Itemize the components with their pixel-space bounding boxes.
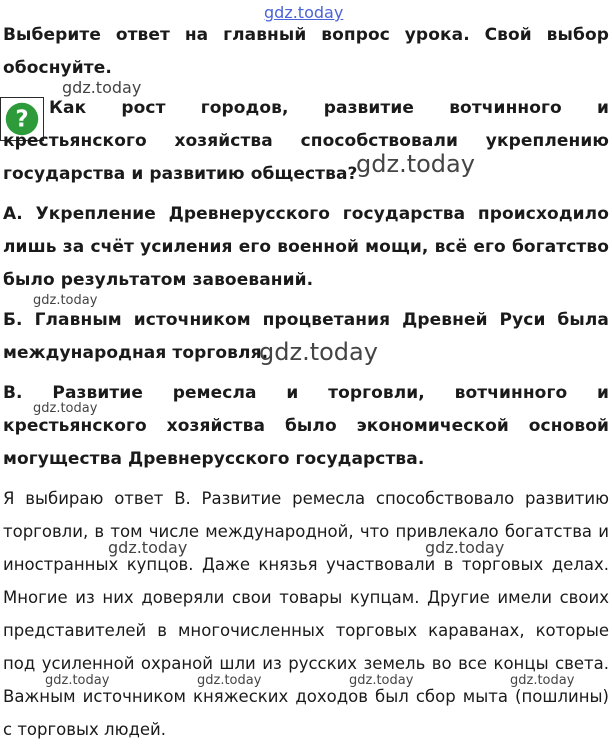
watermark: gdz.today <box>62 78 142 97</box>
option-b: Б. Главным источником процветания Древней Руси была международная торговля. <box>3 310 609 363</box>
answer-paragraph: Я выбираю ответ В. Развитие ремесла способствовало развитию торговли, в том числе международной, что привлекало богатства и иностранных купцов. Даже князья участвовали в торговых делах. Многие из них доверяли свои товары купцам. Другие имели своих представителей в многочисленных торговых караванах, которые под усиленной охраной шли из русских земель во все концы света. Важным источником княжеских доходов был сбор мыта (пошлины) с торговых людей. <box>3 489 609 739</box>
option-a: А. Укрепление Древнерусского государства происходило лишь за счёт усиления его военной мощи, всё его богатство было результатом завоеваний. <box>3 204 609 290</box>
lesson-question: Как рост городов, развитие вотчинного и крестьянского хозяйства способствовали укреплению государства и развитию общества? <box>3 98 609 184</box>
watermark: gdz.today <box>108 538 188 557</box>
watermark: gdz.today <box>259 338 378 366</box>
watermark: gdz.today <box>197 673 262 688</box>
watermark: gdz.today <box>33 401 98 416</box>
watermark: gdz.today <box>33 293 98 308</box>
watermark: gdz.today <box>510 673 575 688</box>
option-c: В. Развитие ремесла и торговли, вотчинного и крестьянского хозяйства было экономической основой могущества Древнерусского государства. <box>3 383 610 469</box>
svg-text:?: ? <box>15 106 29 133</box>
watermark: gdz.today <box>356 150 475 178</box>
watermark: gdz.today <box>425 538 505 557</box>
watermark: gdz.today <box>264 3 344 22</box>
watermark: gdz.today <box>45 673 110 688</box>
watermark: gdz.today <box>349 673 414 688</box>
task-instruction: Выберите ответ на главный вопрос урока. Свой выбор обоснуйте. <box>3 25 609 78</box>
